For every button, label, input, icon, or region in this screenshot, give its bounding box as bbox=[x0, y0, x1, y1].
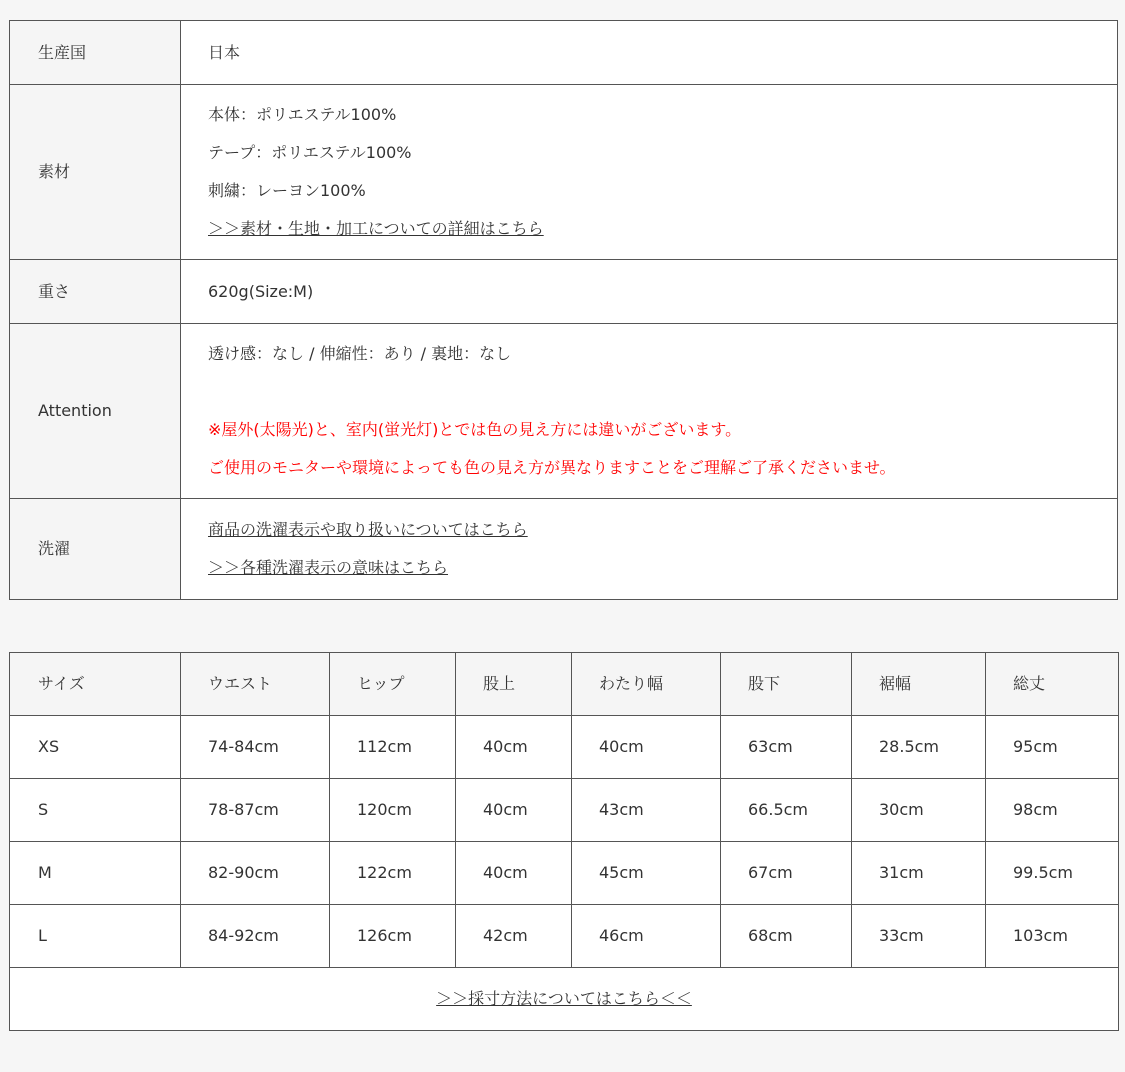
attention-note: ご使用のモニターや環境によっても色の見え方が異なりますことをご理解ご了承くださいませ。 bbox=[208, 458, 896, 477]
size-cell: 99.5cm bbox=[986, 842, 1119, 905]
size-cell: 98cm bbox=[986, 779, 1119, 842]
wash-label: 洗濯 bbox=[10, 499, 181, 600]
weight-label: 重さ bbox=[10, 260, 181, 324]
wash-cell bbox=[181, 499, 1118, 600]
size-cell: 84-92cm bbox=[181, 905, 330, 968]
attention-cell bbox=[181, 324, 1118, 499]
size-cell: 40cm bbox=[572, 716, 721, 779]
size-cell: 40cm bbox=[456, 716, 572, 779]
size-cell: 120cm bbox=[330, 779, 456, 842]
size-row-l bbox=[10, 905, 1119, 968]
size-cell: 45cm bbox=[572, 842, 721, 905]
wash-care-link[interactable]: 商品の洗濯表示や取り扱いについてはこちら bbox=[208, 520, 528, 539]
size-cell: XS bbox=[10, 716, 181, 779]
size-row-xs bbox=[10, 716, 1119, 779]
spec-row-weight bbox=[10, 260, 1118, 324]
size-cell: 46cm bbox=[572, 905, 721, 968]
size-cell: 63cm bbox=[721, 716, 852, 779]
spec-row-wash bbox=[10, 499, 1118, 600]
size-cell: 67cm bbox=[721, 842, 852, 905]
size-cell: 122cm bbox=[330, 842, 456, 905]
material-line: テープ：ポリエステル100% bbox=[208, 143, 412, 162]
material-cell bbox=[181, 85, 1118, 260]
wash-symbols-link[interactable]: ＞＞各種洗濯表示の意味はこちら bbox=[208, 558, 449, 577]
size-table bbox=[9, 652, 1119, 1031]
size-cell: 82-90cm bbox=[181, 842, 330, 905]
size-header-cell: 総丈 bbox=[986, 653, 1119, 716]
material-label: 素材 bbox=[10, 85, 181, 260]
size-cell: 126cm bbox=[330, 905, 456, 968]
material-line: 本体：ポリエステル100% bbox=[208, 105, 397, 124]
size-cell: 40cm bbox=[456, 842, 572, 905]
size-header-cell: ヒップ bbox=[330, 653, 456, 716]
size-cell: 74-84cm bbox=[181, 716, 330, 779]
country-value: 日本 bbox=[181, 21, 1118, 85]
material-line: 刺繍：レーヨン100% bbox=[208, 181, 366, 200]
size-cell: 30cm bbox=[852, 779, 986, 842]
attention-note: ※屋外(太陽光)と、室内(蛍光灯)とでは色の見え方には違いがございます。 bbox=[208, 420, 742, 439]
size-cell: 78-87cm bbox=[181, 779, 330, 842]
size-cell: 68cm bbox=[721, 905, 852, 968]
size-row-s bbox=[10, 779, 1119, 842]
spec-row-material bbox=[10, 85, 1118, 260]
size-row-m bbox=[10, 842, 1119, 905]
size-header-cell: わたり幅 bbox=[572, 653, 721, 716]
size-cell: 28.5cm bbox=[852, 716, 986, 779]
size-header-cell: 股下 bbox=[721, 653, 852, 716]
size-cell: 42cm bbox=[456, 905, 572, 968]
measurement-method-link[interactable]: ＞＞採寸方法についてはこちら＜＜ bbox=[436, 989, 692, 1008]
size-cell: 40cm bbox=[456, 779, 572, 842]
size-cell: 43cm bbox=[572, 779, 721, 842]
size-header-cell: サイズ bbox=[10, 653, 181, 716]
size-header-cell: 裾幅 bbox=[852, 653, 986, 716]
size-cell: 112cm bbox=[330, 716, 456, 779]
size-cell: 31cm bbox=[852, 842, 986, 905]
size-cell: 103cm bbox=[986, 905, 1119, 968]
size-footer-cell bbox=[10, 968, 1119, 1031]
size-cell: 95cm bbox=[986, 716, 1119, 779]
material-details-link[interactable]: ＞＞素材・生地・加工についての詳細はこちら bbox=[208, 219, 544, 238]
spec-row-country bbox=[10, 21, 1118, 85]
size-footer-row bbox=[10, 968, 1119, 1031]
size-header-row bbox=[10, 653, 1119, 716]
size-cell: M bbox=[10, 842, 181, 905]
size-header-cell: 股上 bbox=[456, 653, 572, 716]
size-cell: 66.5cm bbox=[721, 779, 852, 842]
spec-table bbox=[9, 20, 1118, 600]
country-label: 生産国 bbox=[10, 21, 181, 85]
size-cell: 33cm bbox=[852, 905, 986, 968]
size-header-cell: ウエスト bbox=[181, 653, 330, 716]
spec-row-attention bbox=[10, 324, 1118, 499]
attention-line: 透け感：なし / 伸縮性：あり / 裏地：なし bbox=[208, 344, 512, 363]
attention-spacer bbox=[208, 373, 1117, 411]
size-cell: S bbox=[10, 779, 181, 842]
size-cell: L bbox=[10, 905, 181, 968]
attention-label: Attention bbox=[10, 324, 181, 499]
weight-value: 620g(Size:M) bbox=[181, 260, 1118, 324]
